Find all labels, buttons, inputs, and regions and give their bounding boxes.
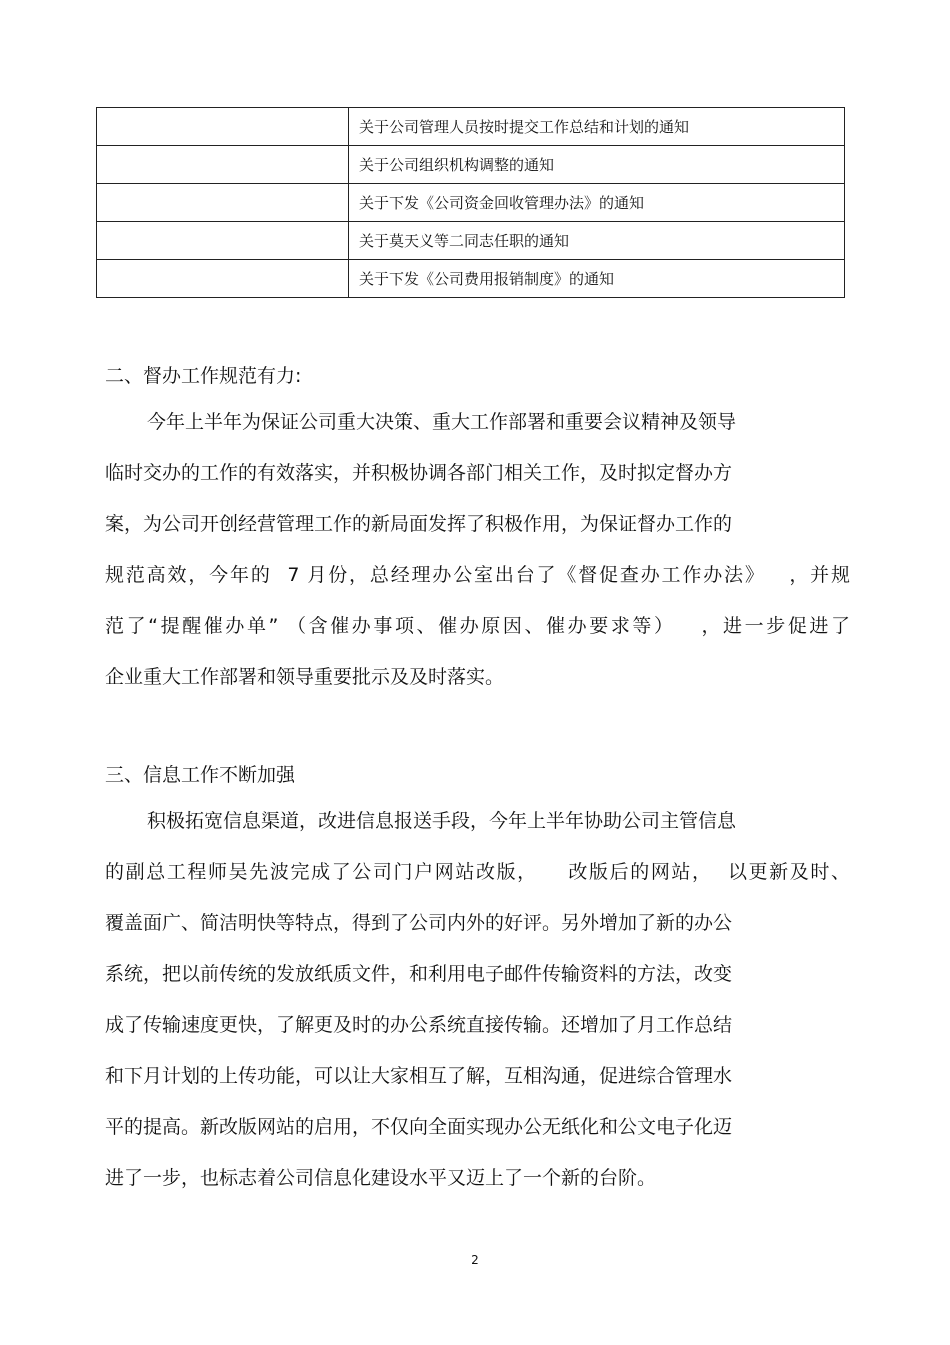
table-cell-left <box>97 146 349 184</box>
paragraph-line: 系统，把以前传统的发放纸质文件，和利用电子邮件传输资料的方法，改变 <box>105 963 733 985</box>
paragraph-line: 案，为公司开创经营管理工作的新局面发挥了积极作用，为保证督办工作的 <box>105 513 733 535</box>
paragraph-line: 的副总工程师吴先波完成了公司门户网站改版， 改版后的网站， 以更新及时、 <box>105 861 850 883</box>
paragraph-line: 成了传输速度更快，了解更及时的办公系统直接传输。还增加了月工作总结 <box>105 1014 733 1036</box>
section-heading-supervision: 二、督办工作规范有力: <box>105 365 302 387</box>
paragraph-line: 平的提高。新改版网站的启用，不仅向全面实现办公无纸化和公文电子化迈 <box>105 1116 733 1138</box>
paragraph-line: 企业重大工作部署和领导重要批示及及时落实。 <box>105 666 505 688</box>
paragraph-line: 积极拓宽信息渠道，改进信息报送手段，今年上半年协助公司主管信息 <box>147 810 737 832</box>
table-cell-notice-title: 关于公司组织机构调整的通知 <box>349 146 845 184</box>
notice-table <box>96 107 845 298</box>
table-cell-left <box>97 222 349 260</box>
paragraph-line: 范了“提醒催办单” （含催办事项、催办原因、催办要求等） ，进一步促进了 <box>105 615 850 637</box>
paragraph-line: 覆盖面广、简洁明快等特点，得到了公司内外的好评。另外增加了新的办公 <box>105 912 733 934</box>
table-cell-notice-title: 关于莫天义等二同志任职的通知 <box>349 222 845 260</box>
page-number: 2 <box>471 1253 479 1267</box>
paragraph-line: 和下月计划的上传功能，可以让大家相互了解，互相沟通，促进综合管理水 <box>105 1065 733 1087</box>
table-row <box>97 108 845 146</box>
table-row <box>97 222 845 260</box>
table-cell-notice-title: 关于下发《公司资金回收管理办法》的通知 <box>349 184 845 222</box>
table-cell-left <box>97 260 349 298</box>
paragraph-line: 规范高效，今年的 7 月份，总经理办公室出台了《督促查办工作办法》 ，并规 <box>105 564 850 586</box>
paragraph-line: 今年上半年为保证公司重大决策、重大工作部署和重要会议精神及领导 <box>147 411 737 433</box>
section-paragraph-supervision <box>105 397 850 703</box>
paragraph-line: 进了一步，也标志着公司信息化建设水平又迈上了一个新的台阶。 <box>105 1167 657 1189</box>
table-row <box>97 184 845 222</box>
table-cell-notice-title: 关于下发《公司费用报销制度》的通知 <box>349 260 845 298</box>
table-cell-left <box>97 184 349 222</box>
section-heading-information: 三、信息工作不断加强 <box>105 764 296 786</box>
table-cell-left <box>97 108 349 146</box>
table-row <box>97 260 845 298</box>
table-cell-notice-title: 关于公司管理人员按时提交工作总结和计划的通知 <box>349 108 845 146</box>
section-paragraph-information <box>105 796 850 1204</box>
table-row <box>97 146 845 184</box>
paragraph-line: 临时交办的工作的有效落实，并积极协调各部门相关工作，及时拟定督办方 <box>105 462 733 484</box>
